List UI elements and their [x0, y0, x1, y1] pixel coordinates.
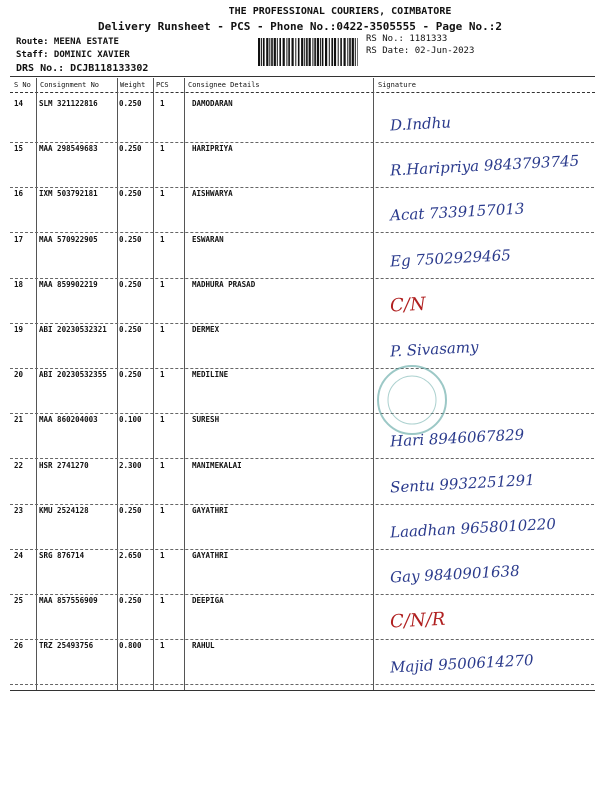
cell-weight: 0.250	[119, 505, 142, 515]
barcode-bar	[352, 38, 354, 66]
cell-consignment: ABI 20230532355	[39, 370, 107, 380]
barcode-bar	[349, 38, 351, 66]
header-rule	[10, 92, 595, 93]
cell-weight: 0.250	[119, 279, 142, 289]
col-weight: Weight	[120, 81, 146, 89]
table-row	[12, 369, 592, 415]
signature-text: R.Haripriya 9843793745	[389, 151, 580, 180]
barcode-bar	[304, 38, 305, 66]
handwritten-signature	[376, 145, 586, 185]
row-divider	[10, 684, 594, 685]
cell-sno: 18	[14, 279, 24, 289]
barcode-bar	[317, 38, 319, 66]
barcode-bar	[283, 38, 285, 66]
cell-consignee: MANIMEKALAI	[192, 460, 242, 470]
cell-weight: 2.650	[119, 551, 142, 560]
handwritten-signature	[376, 507, 586, 547]
cell-consignee: RAHUL	[192, 641, 215, 651]
barcode-bar	[338, 38, 339, 66]
cell-pcs: 1	[160, 415, 165, 425]
cell-sno: 23	[14, 505, 24, 515]
cell-consignment: IXM 503792181	[39, 189, 98, 199]
barcode-bar	[279, 38, 281, 66]
handwritten-signature	[376, 597, 586, 637]
cell-weight: 0.250	[119, 189, 142, 199]
table-top-rule	[10, 76, 595, 77]
cell-consignment: HSR 2741270	[39, 460, 89, 470]
barcode-bar	[271, 38, 273, 66]
col-consignee: Consignee Details	[188, 81, 260, 89]
barcode-bar	[261, 38, 262, 66]
cell-pcs: 1	[160, 99, 165, 108]
barcode-bar	[331, 38, 333, 66]
barcode-bar	[334, 38, 336, 66]
barcode-bar	[306, 38, 308, 66]
cell-weight: 0.800	[119, 641, 142, 651]
cell-consignment: ABI 20230532321	[39, 325, 107, 334]
cell-consignment: MAA 860204003	[39, 415, 98, 425]
rs-date: RS Date: 02-Jun-2023	[366, 46, 475, 56]
cell-consignee: MEDILINE	[192, 370, 229, 380]
cell-weight: 0.250	[119, 325, 142, 334]
staff-label: Staff: DOMINIC XAVIER	[16, 50, 130, 60]
cell-consignment: MAA 857556909	[39, 596, 98, 606]
cell-weight: 0.250	[119, 234, 142, 244]
signature-text: P. Sivasamy	[389, 337, 479, 361]
handwritten-signature	[376, 281, 586, 321]
col-pcs: PCS	[156, 81, 169, 89]
signature-text: Hari 8946067829	[389, 425, 525, 451]
cell-consignee: GAYATHRI	[192, 505, 229, 515]
barcode-bar	[292, 38, 294, 66]
signature-text: Sentu 9932251291	[389, 470, 536, 497]
barcode-bar	[322, 38, 324, 66]
cell-sno: 19	[14, 325, 24, 334]
cell-sno: 21	[14, 415, 24, 425]
col-sno: S No	[14, 81, 31, 89]
handwritten-signature	[376, 552, 586, 592]
barcode-bar	[340, 38, 342, 66]
cell-consignment: TRZ 25493756	[39, 641, 94, 651]
signature-text: Laadhan 9658010220	[389, 514, 557, 542]
signature-text: Gay 9840901638	[389, 561, 521, 587]
signature-text: C/N/R	[389, 608, 446, 633]
cell-pcs: 1	[160, 505, 165, 515]
cell-sno: 22	[14, 460, 24, 470]
cell-weight: 0.250	[119, 596, 142, 606]
barcode-bar	[355, 38, 356, 66]
barcode-bar	[263, 38, 265, 66]
barcode-bar	[286, 38, 287, 66]
cell-consignee: DERMEX	[192, 325, 220, 334]
cell-pcs: 1	[160, 279, 165, 289]
cell-sno: 15	[14, 144, 24, 154]
cell-sno: 20	[14, 370, 24, 380]
handwritten-signature	[376, 462, 586, 502]
barcode-bar	[266, 38, 268, 66]
cell-consignment: MAA 859902219	[39, 279, 98, 289]
handwritten-signature	[376, 236, 586, 276]
cell-weight: 2.300	[119, 460, 142, 470]
rs-number: RS No.: 1181333	[366, 34, 448, 44]
cell-pcs: 1	[160, 189, 165, 199]
cell-pcs: 1	[160, 370, 165, 380]
cell-consignee: AISHWARYA	[192, 189, 233, 199]
cell-consignment: MAA 298549683	[39, 144, 98, 154]
cell-weight: 0.250	[119, 144, 142, 154]
cell-consignment: KMU 2524128	[39, 505, 89, 515]
cell-consignment: MAA 570922905	[39, 234, 98, 244]
handwritten-signature	[376, 642, 586, 682]
barcode-bar	[314, 38, 316, 66]
barcode-bar	[344, 38, 346, 66]
handwritten-signature	[376, 190, 586, 230]
barcode-bar	[312, 38, 313, 66]
cell-sno: 26	[14, 641, 24, 651]
signature-text: Majid 9500614270	[389, 651, 535, 677]
cell-consignee: SURESH	[192, 415, 220, 425]
drs-number: DRS No.: DCJB118133302	[16, 63, 149, 74]
cell-pcs: 1	[160, 551, 165, 560]
runsheet-title: Delivery Runsheet - PCS - Phone No.:0422-3505555 - Page No.:2	[98, 20, 502, 33]
cell-pcs: 1	[160, 641, 165, 651]
cell-weight: 0.250	[119, 370, 142, 380]
barcode-bar	[288, 38, 290, 66]
signature-text: D.Indhu	[389, 113, 452, 135]
cell-sno: 14	[14, 99, 24, 108]
cell-consignee: ESWARAN	[192, 234, 224, 244]
barcode-bar	[320, 38, 321, 66]
cell-consignee: GAYATHRI	[192, 551, 229, 560]
cell-sno: 16	[14, 189, 24, 199]
cell-pcs: 1	[160, 325, 165, 334]
cell-consignee: DAMODARAN	[192, 99, 233, 108]
cell-consignee: MADHURA PRASAD	[192, 279, 256, 289]
signature-text: Acat 7339157013	[389, 199, 525, 225]
cell-sno: 17	[14, 234, 24, 244]
company-name: THE PROFESSIONAL COURIERS, COIMBATORE	[228, 6, 452, 17]
col-consignment: Consignment No	[40, 81, 100, 89]
barcode-bar	[347, 38, 348, 66]
barcode-bar	[325, 38, 327, 66]
barcode-bar	[309, 38, 311, 66]
cell-pcs: 1	[160, 596, 165, 606]
cell-pcs: 1	[160, 460, 165, 470]
signature-text: Eg 7502929465	[389, 245, 512, 271]
cell-consignment: SLM 321122816	[39, 99, 98, 108]
handwritten-signature	[376, 326, 586, 366]
barcode-bar	[357, 38, 358, 66]
barcode-bar	[298, 38, 300, 66]
barcode-bar	[269, 38, 270, 66]
handwritten-signature	[376, 416, 586, 456]
barcode-bar	[329, 38, 330, 66]
cell-weight: 0.250	[119, 99, 142, 108]
cell-sno: 25	[14, 596, 24, 606]
col-signature: Signature	[378, 81, 416, 89]
cell-weight: 0.100	[119, 415, 142, 425]
handwritten-signature	[376, 100, 586, 140]
cell-consignee: HARIPRIYA	[192, 144, 233, 154]
table-bottom-rule	[10, 690, 595, 691]
cell-consignee: DEEPIGA	[192, 596, 224, 606]
barcode-bar	[295, 38, 296, 66]
barcode-bar	[258, 38, 260, 66]
signature-text: C/N	[389, 293, 427, 317]
route-label: Route: MEENA ESTATE	[16, 37, 119, 47]
barcode	[258, 38, 358, 66]
barcode-bar	[301, 38, 303, 66]
barcode-bar	[274, 38, 276, 66]
cell-pcs: 1	[160, 144, 165, 154]
cell-consignment: SRG 876714	[39, 551, 85, 560]
barcode-bar	[277, 38, 278, 66]
cell-sno: 24	[14, 551, 24, 560]
cell-pcs: 1	[160, 234, 165, 244]
